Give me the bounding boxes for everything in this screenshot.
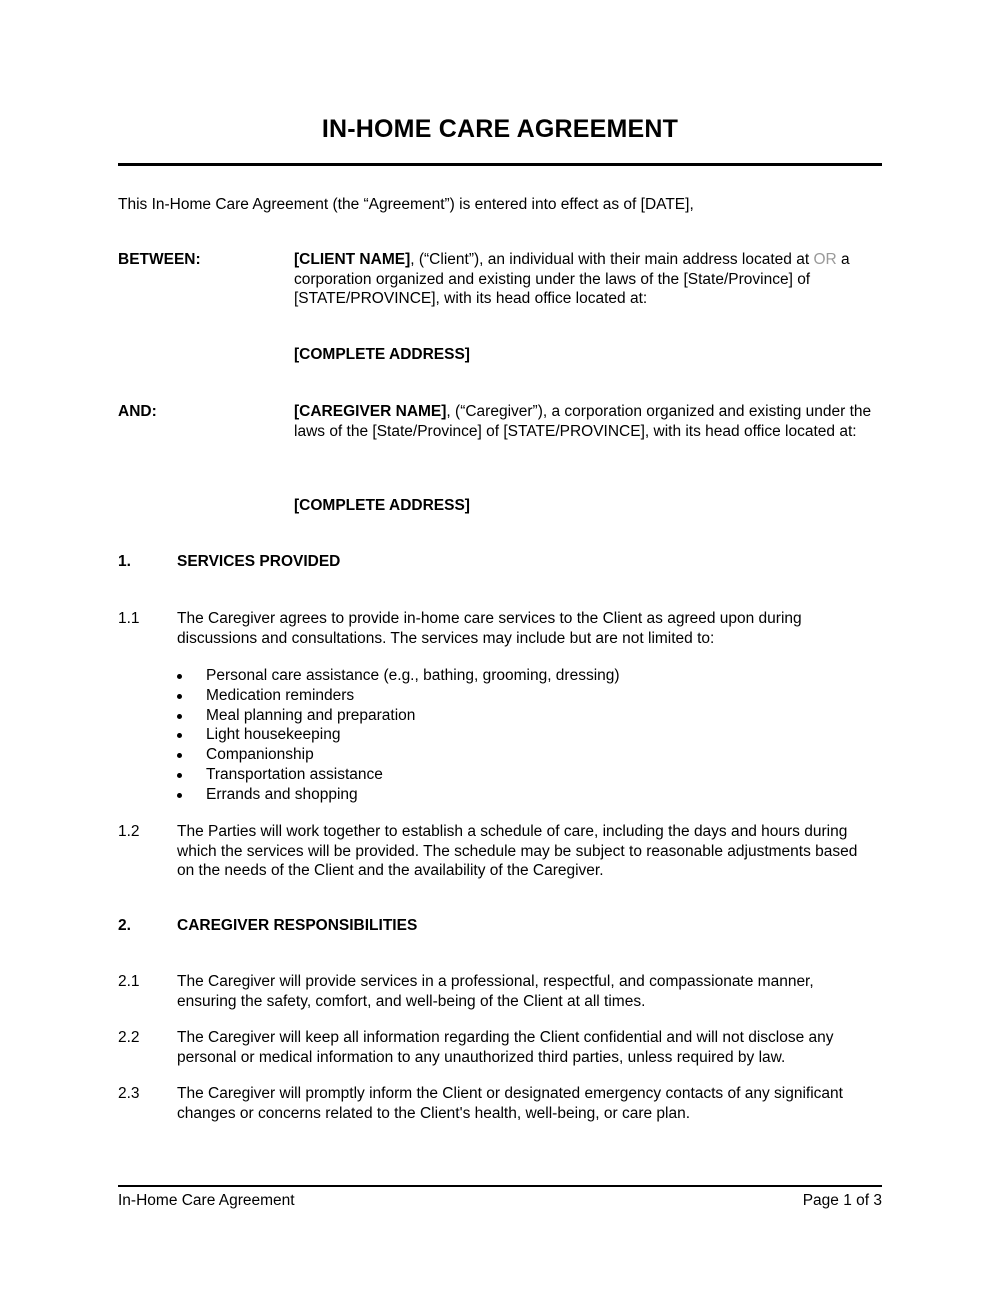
client-description-part1: , (“Client”), an individual with their main address located at (410, 251, 814, 268)
clause-2-2-text: The Caregiver will keep all information regarding the Client confidential and will not disclose any personal or medical information to any unauthorized third parties, unless required by law. (177, 1029, 834, 1066)
clause-2-3-number: 2.3 (118, 1085, 140, 1102)
services-list (177, 666, 620, 805)
list-item: Light housekeeping (177, 725, 620, 745)
clause-2-3-text: The Caregiver will promptly inform the Client or designated emergency contacts of any significant changes or concerns related to the Client's health, well-being, or care plan. (177, 1085, 843, 1122)
section-1-number: 1. (118, 553, 131, 570)
caregiver-party-paragraph (294, 402, 884, 441)
bullet-icon (177, 753, 182, 758)
bullet-icon (177, 733, 182, 738)
list-item: Transportation assistance (177, 765, 620, 785)
or-option-text: OR (813, 251, 837, 268)
clause-2-1-text: The Caregiver will provide services in a professional, respectful, and compassionate manner, ensuring the safety, comfort, and well-being of the Client at all times. (177, 973, 814, 1010)
intro-paragraph: This In-Home Care Agreement (the “Agreement”) is entered into effect as of [DATE], (118, 196, 694, 213)
footer-page-number: Page 1 of 3 (802, 1192, 882, 1209)
clause-1-2-text: The Parties will work together to establish a schedule of care, including the days and hours during which the services will be provided. The schedule may be subject to reasonable adjustments based on the needs of the Client and the availability of the Caregiver. (177, 823, 858, 879)
footer-document-name: In-Home Care Agreement (118, 1192, 295, 1209)
client-party-paragraph (294, 250, 884, 309)
list-item: Personal care assistance (e.g., bathing, grooming, dressing) (177, 666, 620, 686)
document-title: IN-HOME CARE AGREEMENT (321, 115, 679, 143)
bullet-icon (177, 714, 182, 719)
clause-1-1-number: 1.1 (118, 610, 140, 627)
and-label: AND: (118, 403, 157, 420)
list-item: Companionship (177, 745, 620, 765)
bullet-icon (177, 773, 182, 778)
client-description-part2: a corporation organized and existing under the laws of the [State/Province] of [STATE/PROVINCE], with its head office located at: (294, 251, 850, 307)
caregiver-address-placeholder: [COMPLETE ADDRESS] (294, 497, 470, 514)
section-1-heading: SERVICES PROVIDED (177, 553, 341, 570)
bullet-icon (177, 674, 182, 679)
list-item: Medication reminders (177, 686, 620, 706)
client-name-placeholder: [CLIENT NAME] (294, 251, 411, 268)
title-divider (118, 163, 882, 166)
bullet-icon (177, 694, 182, 699)
list-item: Meal planning and preparation (177, 706, 620, 726)
section-2-number: 2. (118, 917, 131, 934)
list-item: Errands and shopping (177, 785, 620, 805)
caregiver-description: , (“Caregiver”), a corporation organized and existing under the laws of the [State/Province] of [STATE/PROVINCE], with its head office located at: (294, 403, 872, 440)
footer-divider (118, 1185, 882, 1187)
client-address-placeholder: [COMPLETE ADDRESS] (294, 346, 470, 363)
clause-2-2-number: 2.2 (118, 1029, 140, 1046)
clause-2-1-number: 2.1 (118, 973, 140, 990)
bullet-icon (177, 793, 182, 798)
caregiver-name-placeholder: [CAREGIVER NAME] (294, 403, 447, 420)
section-2-heading: CAREGIVER RESPONSIBILITIES (177, 917, 418, 934)
clause-1-1-text: The Caregiver agrees to provide in-home care services to the Client as agreed upon during discussions and consultations. The services may include but are not limited to: (177, 610, 802, 647)
clause-1-2-number: 1.2 (118, 823, 140, 840)
between-label: BETWEEN: (118, 251, 201, 268)
